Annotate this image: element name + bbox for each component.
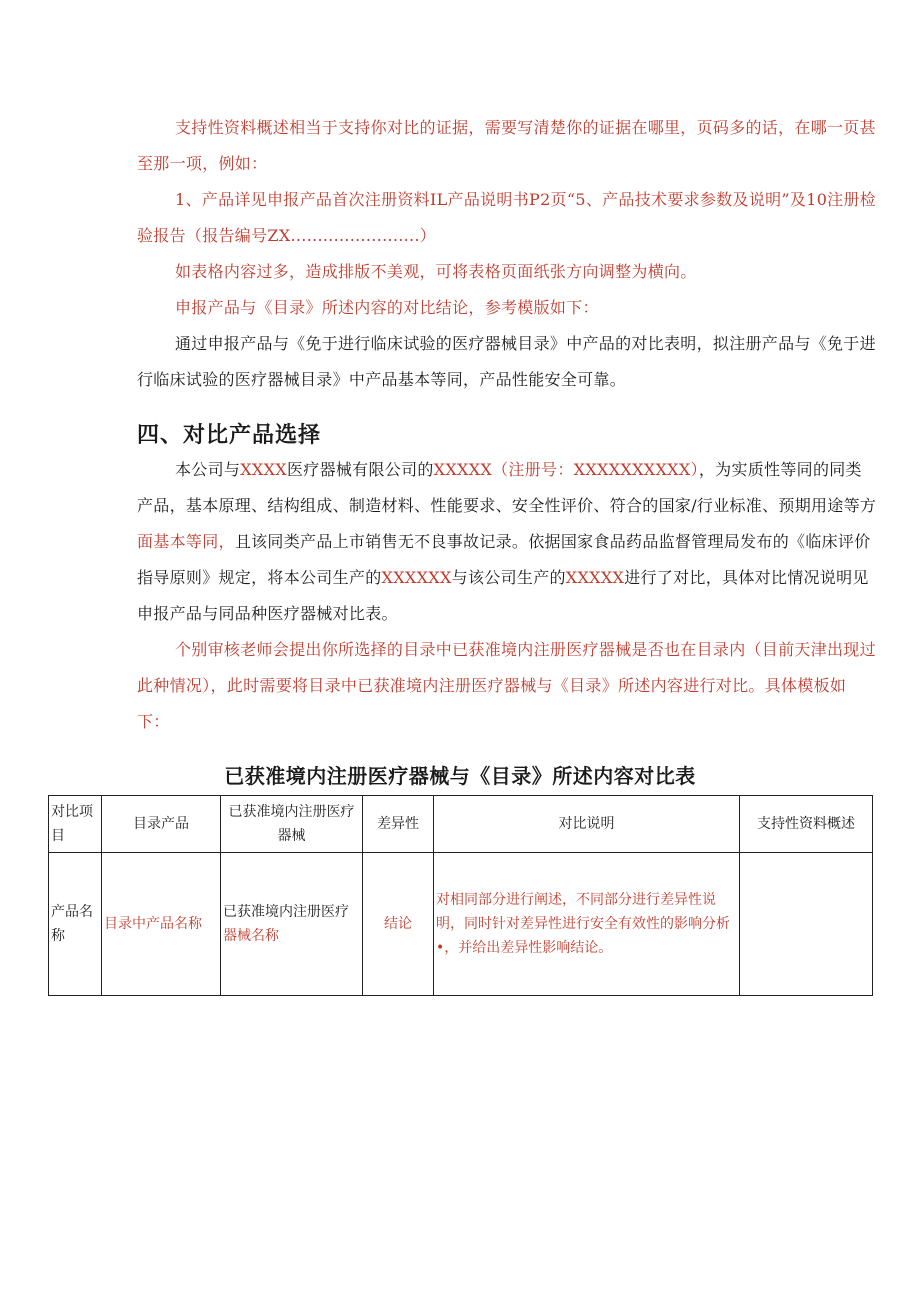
cell-difference: 结论 bbox=[363, 853, 434, 996]
paragraph-reviewer-note: 个别审核老师会提出你所选择的目录中已获准境内注册医疗器械是否也在目录内（目前天津出现过此种情况），此时需要将目录中已获准境内注册医疗器械与《目录》所述内容进行对比。具体模板如下： bbox=[137, 640, 876, 731]
paragraph-example: 1、产品详见申报产品首次注册资料IL产品说明书P2页“5、产品技术要求参数及说明”及10注册检验报告（报告编号ZX........................） bbox=[137, 190, 877, 245]
cell-item: 产品名称 bbox=[49, 853, 102, 996]
cell-catalog-product: 目录中产品名称 bbox=[102, 853, 221, 996]
cell-support bbox=[740, 853, 873, 996]
header-cell: 支持性资料概述 bbox=[740, 796, 873, 853]
section-heading: 四、对比产品选择 bbox=[137, 423, 322, 448]
paragraph-comparison-selection: 本公司与XXXX医疗器械有限公司的XXXXX（注册号：XXXXXXXXXX），为实质性等同的同类产品，基本原理、结构组成、制造材料、性能要求、安全性评价、符合的国家/行业标准、预期用途等方面基本等同，且该同类产品上市销售无不良事故记录。依据国家食品药品监督管理局发布的《临床评价指导原则》规定，将本公司生产的XXXXXX与该公司生产的XXXXX进行了对比，具体对比情况说明见申报产品与同品种医疗器械对比表。 bbox=[137, 460, 877, 623]
paragraph-support-summary: 支持性资料概述相当于支持你对比的证据，需要写清楚你的证据在哪里，页码多的话，在哪一页甚至那一项，例如： bbox=[137, 118, 876, 173]
header-cell: 已获准境内注册医疗器械 bbox=[221, 796, 363, 853]
table-title: 已获准境内注册医疗器械与《目录》所述内容对比表 bbox=[224, 764, 696, 788]
header-cell: 对比说明 bbox=[434, 796, 740, 853]
cell-description: 对相同部分进行阐述，不同部分进行差异性说明，同时针对差异性进行安全有效性的影响分析•，并给出差异性影响结论。 bbox=[434, 853, 740, 996]
table-row bbox=[49, 853, 873, 996]
header-cell: 对比项目 bbox=[49, 796, 102, 853]
comparison-table bbox=[48, 795, 873, 996]
paragraph-conclusion-intro: 申报产品与《目录》所述内容的对比结论，参考模版如下： bbox=[175, 298, 599, 317]
paragraph-conclusion-template: 通过申报产品与《免于进行临床试验的医疗器械目录》中产品的对比表明，拟注册产品与《免于进行临床试验的医疗器械目录》中产品基本等同，产品性能安全可靠。 bbox=[137, 334, 876, 389]
header-cell: 差异性 bbox=[363, 796, 434, 853]
cell-approved-device: 已获准境内注册医疗器械名称 bbox=[221, 853, 363, 996]
paragraph-table-tip: 如表格内容过多，造成排版不美观，可将表格页面纸张方向调整为横向。 bbox=[175, 262, 697, 281]
header-cell: 目录产品 bbox=[102, 796, 221, 853]
table-header-row bbox=[49, 796, 873, 853]
